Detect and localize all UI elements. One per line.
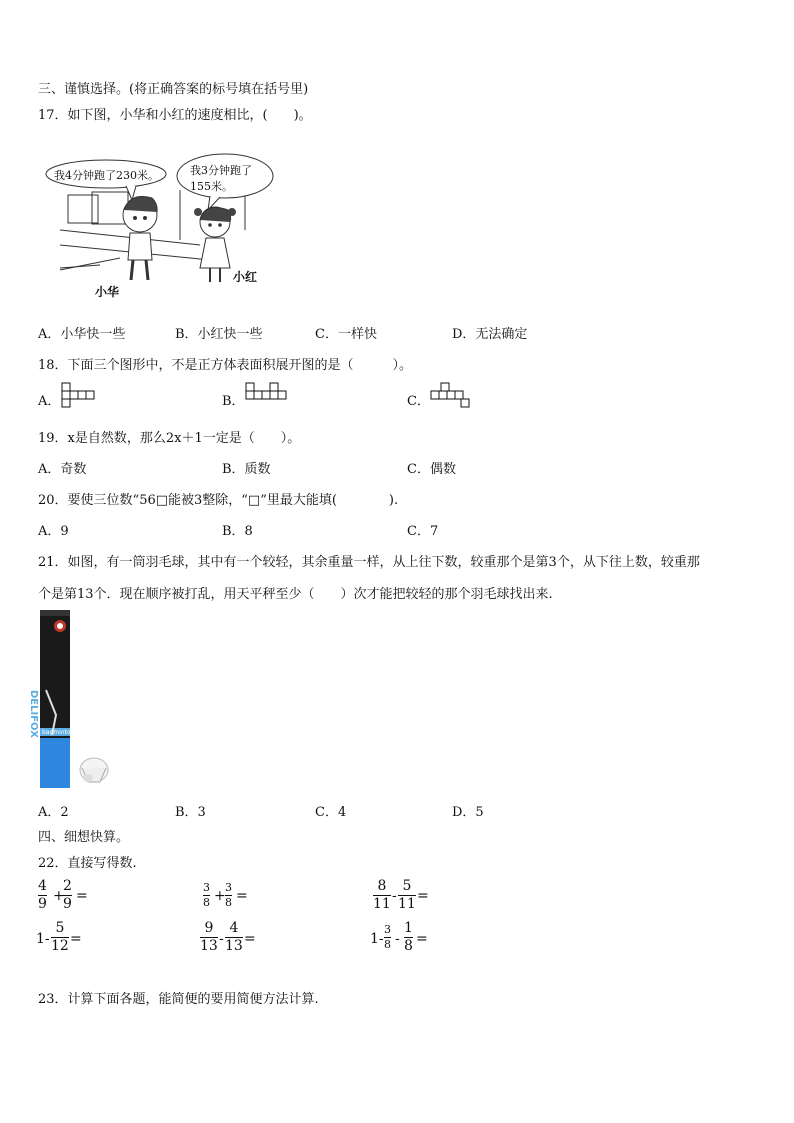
equals: = (76, 888, 88, 904)
bubble-text-right-1: 我3分钟跑了 (190, 164, 252, 177)
operator: - (395, 931, 400, 947)
fraction: 4 9 (38, 878, 47, 912)
equals: = (417, 888, 429, 904)
q19-option-c: C．偶数 (407, 462, 456, 477)
label-xiaohua: 小华 (95, 285, 120, 299)
q19-option-a: A．奇数 (38, 462, 87, 477)
q21-option-a: A．2 (38, 805, 69, 820)
fraction: 3 8 (384, 923, 391, 951)
fraction: 3 8 (225, 881, 232, 909)
fraction: 3 8 (203, 881, 210, 909)
question-18-stem: 18．下面三个图形中，不是正方体表面积展开图的是（ ）。 (38, 358, 413, 373)
tube-brand: DELIFOX (28, 690, 39, 738)
equals: = (70, 931, 82, 947)
fraction: 4 13 (225, 920, 243, 954)
q18-option-b: B． (222, 394, 245, 409)
q17-option-d: D．无法确定 (452, 327, 528, 342)
q21-option-d: D．5 (452, 805, 484, 820)
q18-option-a: A． (38, 394, 61, 409)
label-xiaohong: 小红 (233, 270, 258, 284)
section-heading-3: 三、谨慎选择。(将正确答案的标号填在括号里) (38, 82, 309, 97)
equals: = (236, 888, 248, 904)
shuttlecock-tube-image (28, 610, 110, 790)
lead-term: 1- (36, 931, 50, 947)
equals: = (416, 931, 428, 947)
question-22-stem: 22．直接写得数. (38, 856, 137, 871)
q18-net-c (431, 383, 471, 413)
fraction: 2 9 (63, 878, 72, 912)
q17-option-b: B．小红快一些 (175, 327, 263, 342)
tube-label: badminton (42, 729, 75, 736)
lead-term: 1- (370, 931, 384, 947)
question-20-stem: 20．要使三位数“56□能被3整除，“□”里最大能填( ). (38, 493, 399, 508)
fraction: 8 11 (373, 878, 391, 912)
running-children-drawing (40, 140, 300, 300)
fraction: 1 8 (404, 920, 413, 954)
q21-option-c: C．4 (315, 805, 347, 820)
section-heading-4: 四、细想快算。 (38, 830, 130, 845)
q18-net-a (62, 383, 102, 413)
q20-option-a: A．9 (38, 524, 69, 539)
bubble-text-left: 我4分钟跑了230米。 (54, 169, 159, 182)
q17-option-c: C．一样快 (315, 327, 377, 342)
q18-net-b (246, 383, 286, 413)
operator: - (219, 931, 224, 947)
question-17-illustration (40, 140, 300, 300)
bubble-text-right-2: 155米。 (190, 180, 233, 193)
question-19-stem: 19．x是自然数，那么2x＋1一定是（ ）。 (38, 431, 301, 446)
operator: - (392, 888, 397, 904)
q21-option-b: B．3 (175, 805, 206, 820)
q18-option-c: C． (407, 394, 430, 409)
q20-option-b: B．8 (222, 524, 253, 539)
q17-option-a: A．小华快一些 (38, 327, 126, 342)
question-21-stem-1: 21．如图，有一筒羽毛球，其中有一个较轻，其余重量一样，从上往下数，较重那个是第3个，从下往上数，较重那 (38, 555, 700, 570)
question-23-stem: 23．计算下面各题，能简便的要用简便方法计算. (38, 992, 319, 1007)
q19-option-b: B．质数 (222, 462, 271, 477)
operator: + (214, 888, 226, 904)
operator: + (53, 888, 65, 904)
shuttlecock-tube-drawing (38, 610, 110, 790)
fraction: 5 11 (398, 878, 416, 912)
fraction: 9 13 (200, 920, 218, 954)
fraction: 5 12 (51, 920, 69, 954)
question-21-stem-2: 个是第13个．现在顺序被打乱，用天平秤至少（ ）次才能把较轻的那个羽毛球找出来. (38, 587, 553, 602)
q20-option-c: C．7 (407, 524, 439, 539)
question-17-stem: 17．如下图，小华和小红的速度相比，( )。 (38, 108, 312, 123)
equals: = (244, 931, 256, 947)
